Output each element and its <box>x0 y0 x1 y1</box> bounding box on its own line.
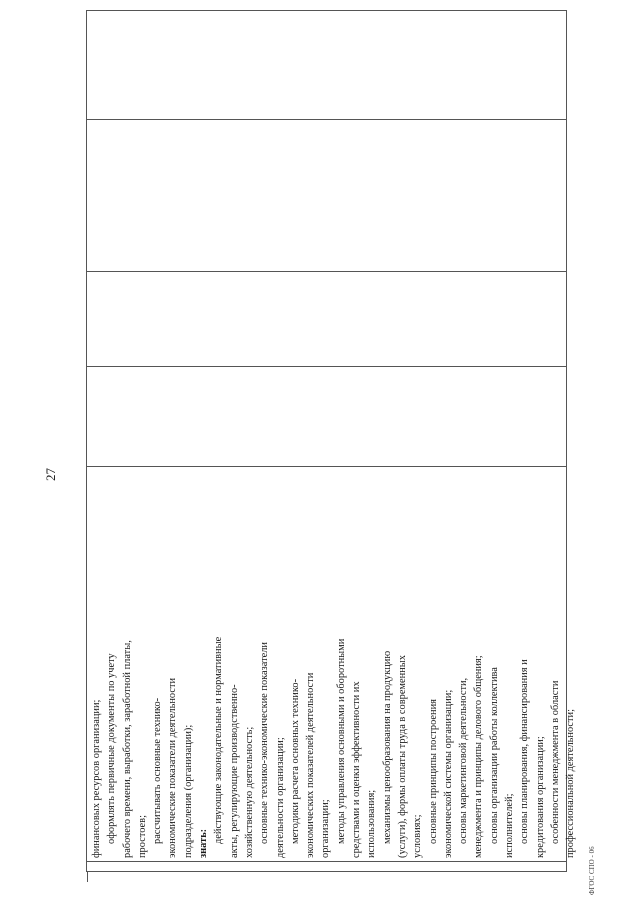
text-line: простоев; <box>136 815 148 858</box>
table-column-divider <box>87 366 566 367</box>
text-line: методы управления основными и оборотными <box>335 638 347 844</box>
text-line: менеджмента и принципы делового общения; <box>473 655 485 858</box>
text-line: финансовых ресурсов организации; <box>91 699 102 858</box>
text-line: акты, регулирующие производственно- <box>228 684 240 858</box>
text-line: основные технико-экономические показатели <box>259 642 271 844</box>
text-line: подразделения (организации); <box>182 724 194 858</box>
text-line: экономических показателей деятельности <box>305 672 317 858</box>
text-line: рассчитывать основные технико- <box>152 697 164 844</box>
table-column-divider <box>87 119 566 120</box>
text-line: средствами и оценки эффективности их <box>351 681 363 858</box>
text-line: основы маркетинговой деятельности, <box>458 677 470 844</box>
table-column-divider <box>87 271 566 272</box>
table-edge-left <box>87 872 88 882</box>
text-line: (услуги), формы оплаты труда в современных <box>396 655 408 858</box>
text-line: оформлять первичные документы по учету <box>106 653 118 844</box>
text-line: особенности менеджмента в области <box>549 680 561 844</box>
text-line: знать: <box>198 828 210 858</box>
table-column-divider <box>87 466 566 467</box>
text-line: основы организации работы коллектива <box>488 667 500 844</box>
footer-code: ФГОС СПО - 06 <box>588 846 596 895</box>
page-number: 27 <box>43 468 58 481</box>
text-line: хозяйственную деятельность; <box>243 726 255 858</box>
text-line: методики расчета основных технико- <box>289 678 301 844</box>
competency-lines <box>89 469 579 858</box>
text-line: механизмы ценообразования на продукцию <box>381 650 393 844</box>
text-line: рабочего времени, выработки, заработной платы, <box>121 640 133 858</box>
text-line: профессиональной деятельности; <box>565 708 577 858</box>
text-line: основные принципы построения <box>427 699 439 844</box>
text-line: кредитования организации; <box>534 736 546 858</box>
text-line: исполнителей; <box>504 793 516 858</box>
text-line: действующие законодательные и нормативные <box>213 636 225 844</box>
text-line: экономические показатели деятельности <box>167 677 179 858</box>
competency-cell <box>87 469 577 858</box>
standard-table <box>86 10 577 872</box>
text-line: основы планирования, финансирования и <box>519 659 531 844</box>
text-line: использования; <box>366 789 378 858</box>
text-line: организации; <box>320 799 332 858</box>
table-column-divider <box>87 861 566 862</box>
table-border-right <box>87 10 566 11</box>
text-line: экономической системы организации; <box>442 689 454 858</box>
text-line: деятельности организации; <box>274 737 286 858</box>
text-line: условиях; <box>412 814 424 858</box>
table-border-left <box>87 871 566 872</box>
